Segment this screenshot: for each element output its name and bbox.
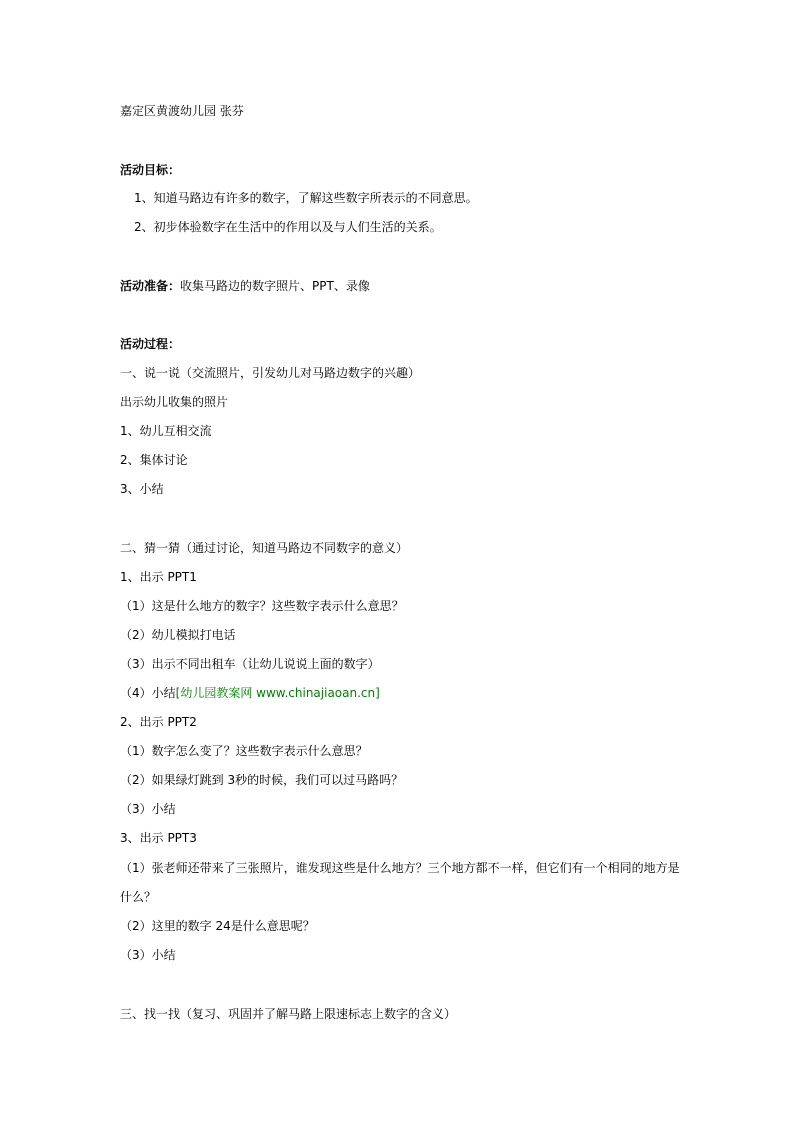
list-item: 1、出示 PPT1 — [120, 570, 197, 584]
part1-title: 一、说一说（交流照片，引发幼儿对马路边数字的兴趣） — [120, 366, 421, 380]
list-item: 什么？ — [120, 890, 157, 904]
site-link[interactable]: [幼儿园教案网 www.chinajiaoan.cn] — [175, 686, 380, 700]
list-item: 2、集体讨论 — [120, 453, 188, 467]
process-heading: 活动过程： — [120, 337, 181, 351]
list-item: （3）小结 — [120, 802, 176, 816]
list-item: 3、小结 — [120, 482, 164, 496]
summary-prefix: （4）小结 — [120, 686, 176, 700]
prep-text: 收集马路边的数字照片、PPT、录像 — [180, 279, 370, 293]
part3-title: 三、找一找（复习、巩固并了解马路上限速标志上数字的含义） — [120, 1007, 457, 1021]
prep-line — [120, 278, 370, 294]
list-item: （3）出示不同出租车（让幼儿说说上面的数字） — [120, 657, 380, 671]
list-item: （3）小结 — [120, 948, 176, 962]
list-item: （2）幼儿模拟打电话 — [120, 628, 236, 642]
prep-heading: 活动准备： — [120, 279, 181, 293]
list-item: （2）如果绿灯跳到 3秒的时候，我们可以过马路吗？ — [120, 773, 404, 787]
list-item: 2、出示 PPT2 — [120, 715, 197, 729]
list-item: （1）张老师还带来了三张照片，谁发现这些是什么地方？三个地方都不一样，但它们有一个相同的地方是 — [120, 861, 680, 875]
author-line: 嘉定区黄渡幼儿园 张芬 — [120, 104, 244, 118]
list-item: 1、幼儿互相交流 — [120, 424, 212, 438]
list-item: （1）这是什么地方的数字？这些数字表示什么意思？ — [120, 599, 404, 613]
list-item: 出示幼儿收集的照片 — [120, 395, 229, 409]
part2-title: 二、猜一猜（通过讨论，知道马路边不同数字的意义） — [120, 541, 409, 555]
summary-line — [120, 685, 380, 701]
goals-heading: 活动目标： — [120, 163, 181, 177]
list-item: 3、出示 PPT3 — [120, 831, 197, 845]
goal-item: 2、初步体验数字在生活中的作用以及与人们生活的关系。 — [134, 220, 442, 234]
list-item: （1）数字怎么变了？这些数字表示什么意思？ — [120, 744, 368, 758]
list-item: （2）这里的数字 24是什么意思呢？ — [120, 919, 315, 933]
goal-item: 1、知道马路边有许多的数字，了解这些数字所表示的不同意思。 — [134, 191, 478, 205]
